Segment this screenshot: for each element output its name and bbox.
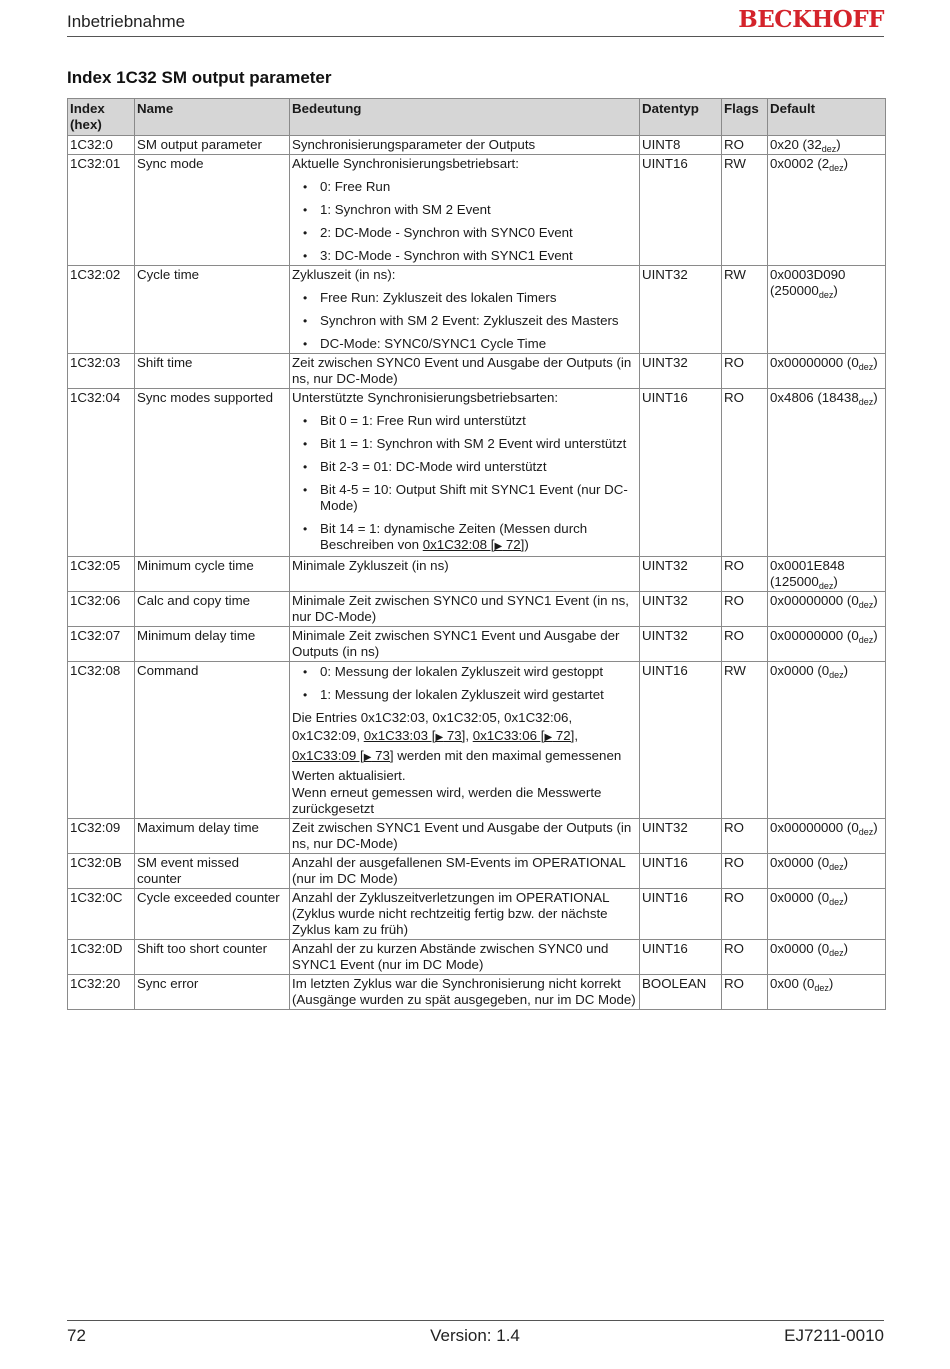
link-page[interactable]: 72] [502,537,525,552]
default-value: 0x20 (32 [770,137,822,152]
cell-name: Calc and copy time [135,592,290,627]
cell-name: Sync error [135,975,290,1010]
cell-default [768,975,886,1010]
cell-default [768,889,886,940]
cell-name: Shift time [135,354,290,389]
cell-default [768,940,886,975]
link-text[interactable]: 0x1C33:06 [ [472,728,545,743]
list-item: • Bit 1 = 1: Synchron with SM 2 Event wird unterstützt [320,436,637,452]
table-row [68,854,886,889]
meaning-text: Zykluszeit (in ns): [292,267,396,282]
cell-meaning: Zeit zwischen SYNC0 Event und Ausgabe der Outputs (in ns, nur DC-Mode) [290,354,640,389]
default-subscript: dez [814,983,829,993]
table-row [68,889,886,940]
table-row [68,266,886,354]
cell-default [768,557,886,592]
note-text: Wenn erneut gemessen wird, werden die Messwerte zurückgesetzt [292,785,602,816]
cell-datatype: UINT32 [640,592,722,627]
cell-flags: RO [722,819,768,854]
default-value: 0x0000 (0 [770,941,830,956]
cell-datatype: UINT16 [640,854,722,889]
list-item: • DC-Mode: SYNC0/SYNC1 Cycle Time [320,336,637,352]
default-value: 0x0003D090 (250000 [770,267,846,298]
cell-datatype: UINT32 [640,557,722,592]
list-item: • 1: Messung der lokalen Zykluszeit wird gestartet [320,687,637,703]
table-row [68,557,886,592]
page-arrow-icon: ▶ [544,732,553,743]
default-tail: ) [873,355,878,370]
list-item: • 0: Free Run [320,179,637,195]
cell-index: 1C32:0 [68,136,135,155]
default-subscript: dez [858,600,874,610]
default-subscript: dez [858,397,874,407]
default-tail: ) [873,628,878,643]
cell-meaning: Anzahl der zu kurzen Abstände zwischen SYNC0 und SYNC1 Event (nur im DC Mode) [290,940,640,975]
cell-default [768,266,886,354]
default-subscript: dez [818,290,834,300]
cell-index: 1C32:0B [68,854,135,889]
list-item: • 1: Synchron with SM 2 Event [320,202,637,218]
default-subscript: dez [829,670,844,680]
cell-datatype: UINT16 [640,940,722,975]
cell-default [768,627,886,662]
page-arrow-icon: ▶ [435,732,444,743]
column-header-datatype: Datentyp [640,99,722,136]
cell-default [768,662,886,819]
cell-flags: RO [722,889,768,940]
column-header-meaning: Bedeutung [290,99,640,136]
default-subscript: dez [818,581,834,591]
cross-reference-link[interactable] [423,537,525,552]
default-value: 0x00000000 (0 [770,355,859,370]
bullet-list [292,179,637,264]
default-tail: ) [873,593,878,608]
meaning-text: Unterstützte Synchronisierungsbetriebsarten: [292,390,559,405]
object-table [67,98,886,1010]
default-tail: ) [873,390,878,405]
table-row [68,592,886,627]
default-value: 0x00000000 (0 [770,628,859,643]
cell-name: Cycle time [135,266,290,354]
cell-name: Minimum delay time [135,627,290,662]
entries-paragraph [292,709,637,785]
list-item: • 2: DC-Mode - Synchron with SYNC0 Event [320,225,637,241]
default-subscript: dez [858,362,874,372]
link-text[interactable]: 0x1C33:03 [ [363,728,436,743]
default-value: 0x0000 (0 [770,855,830,870]
cell-meaning: Minimale Zeit zwischen SYNC1 Event und Ausgabe der Outputs (in ns) [290,627,640,662]
cell-meaning: Im letzten Zyklus war die Synchronisierung nicht korrekt (Ausgänge wurden zu spät ausgegeben, nur im DC Mode) [290,975,640,1010]
cross-reference-link[interactable] [292,748,394,763]
cell-index: 1C32:09 [68,819,135,854]
cell-index: 1C32:0C [68,889,135,940]
default-tail: ) [843,941,849,956]
table-row [68,354,886,389]
cell-datatype: BOOLEAN [640,975,722,1010]
cell-datatype: UINT8 [640,136,722,155]
cell-meaning: Anzahl der Zykluszeitverletzungen im OPERATIONAL (Zyklus wurde nicht rechtzeitig fertig bzw. der nächste Zyklus kam zu früh) [290,889,640,940]
cell-meaning [290,266,640,354]
bullet-list [292,413,637,555]
cell-flags: RW [722,662,768,819]
cell-meaning: Synchronisierungsparameter der Outputs [290,136,640,155]
column-header-default: Default [768,99,886,136]
cell-name: Maximum delay time [135,819,290,854]
cell-index: 1C32:03 [68,354,135,389]
document-id: EJ7211-0010 [784,1326,884,1345]
cell-meaning: Minimale Zykluszeit (in ns) [290,557,640,592]
separator: , [574,728,579,743]
table-row [68,389,886,557]
default-value: 0x0000 (0 [770,890,830,905]
cross-reference-link[interactable] [473,728,575,743]
cell-datatype: UINT32 [640,354,722,389]
beckhoff-logo: BECKHOFF [738,6,884,33]
cell-index: 1C32:02 [68,266,135,354]
cell-datatype: UINT32 [640,819,722,854]
bullet-list [292,664,637,703]
cell-datatype: UINT16 [640,389,722,557]
default-subscript: dez [829,897,844,907]
default-value: 0x00000000 (0 [770,593,859,608]
link-page[interactable]: 73] [371,748,394,763]
cell-flags: RO [722,389,768,557]
link-text[interactable]: 0x1C33:09 [ [292,748,364,763]
default-value: 0x0000 (0 [770,663,830,678]
cell-flags: RO [722,557,768,592]
cell-index: 1C32:08 [68,662,135,819]
default-value: 0x0001E848 (125000 [770,558,845,589]
cell-default [768,819,886,854]
list-item-text: Bit 14 = 1: dynamische Zeiten (Messen durch Beschreiben von [320,521,588,552]
list-item: • Synchron with SM 2 Event: Zykluszeit des Masters [320,313,637,329]
list-item: • Bit 0 = 1: Free Run wird unterstützt [320,413,637,429]
default-value: 0x4806 (18438 [770,390,859,405]
cell-datatype: UINT32 [640,266,722,354]
table-row [68,662,886,819]
list-item: • Bit 4-5 = 10: Output Shift mit SYNC1 Event (nur DC-Mode) [320,482,637,514]
column-header-flags: Flags [722,99,768,136]
cell-default [768,354,886,389]
cell-meaning: Zeit zwischen SYNC1 Event und Ausgabe der Outputs (in ns, nur DC-Mode) [290,819,640,854]
default-tail: ) [836,137,841,152]
cell-flags: RO [722,940,768,975]
default-tail: ) [828,976,834,991]
cell-datatype: UINT16 [640,889,722,940]
cell-meaning [290,389,640,557]
cell-name: SM event missed counter [135,854,290,889]
column-header-name: Name [135,99,290,136]
cell-name: SM output parameter [135,136,290,155]
cell-index: 1C32:05 [68,557,135,592]
cell-index: 1C32:04 [68,389,135,557]
page-arrow-icon: ▶ [494,541,503,552]
link-text[interactable]: 0x1C32:08 [ [422,537,495,552]
cell-meaning [290,662,640,819]
cell-name: Sync mode [135,155,290,266]
cell-flags: RO [722,592,768,627]
default-subscript: dez [829,948,844,958]
table-row [68,136,886,155]
cell-default [768,854,886,889]
default-tail: ) [833,283,838,298]
cell-index: 1C32:0D [68,940,135,975]
table-row [68,155,886,266]
header-divider [67,36,884,37]
cell-name: Cycle exceeded counter [135,889,290,940]
cell-default [768,136,886,155]
cell-datatype: UINT16 [640,662,722,819]
cell-name: Minimum cycle time [135,557,290,592]
cell-index: 1C32:06 [68,592,135,627]
list-item: • Free Run: Zykluszeit des lokalen Timers [320,290,637,306]
default-tail: ) [843,156,849,171]
cell-datatype: UINT32 [640,627,722,662]
footer-divider [67,1320,884,1321]
default-value: 0x0002 (2 [770,156,830,171]
cell-meaning: Minimale Zeit zwischen SYNC0 und SYNC1 Event (in ns, nur DC-Mode) [290,592,640,627]
default-subscript: dez [829,163,844,173]
bullet-list [292,290,637,352]
table-row [68,627,886,662]
cell-index: 1C32:01 [68,155,135,266]
default-subscript: dez [829,862,844,872]
list-item: • 3: DC-Mode - Synchron with SYNC1 Event [320,248,637,264]
list-item-tail: ) [524,537,529,552]
default-tail: ) [873,820,878,835]
cell-flags: RO [722,136,768,155]
section-heading: Index 1C32 SM output parameter [67,68,332,87]
link-page[interactable]: 72] [552,728,575,743]
cell-default [768,592,886,627]
default-subscript: dez [821,144,837,154]
cell-meaning: Anzahl der ausgefallenen SM-Events im OPERATIONAL (nur im DC Mode) [290,854,640,889]
cell-index: 1C32:20 [68,975,135,1010]
default-subscript: dez [858,635,874,645]
column-header-index: Index (hex) [68,99,135,136]
cell-meaning [290,155,640,266]
cell-flags: RO [722,854,768,889]
cell-default [768,155,886,266]
cell-flags: RO [722,627,768,662]
page-arrow-icon: ▶ [363,752,372,763]
default-tail: ) [833,574,838,589]
cell-default [768,389,886,557]
separator: , [465,728,473,743]
cell-name: Shift too short counter [135,940,290,975]
page-header-title: Inbetriebnahme [67,12,186,31]
cell-flags: RW [722,155,768,266]
list-item: • Bit 2-3 = 01: DC-Mode wird unterstützt [320,459,637,475]
table-row [68,940,886,975]
entries-text: Die Entries 0x1C32:03, 0x1C32:05, 0x1C32:06, 0x1C32:09, [292,710,573,743]
default-subscript: dez [858,827,874,837]
cell-flags: RW [722,266,768,354]
table-row [68,819,886,854]
meaning-text: Aktuelle Synchronisierungsbetriebsart: [292,156,519,171]
default-tail: ) [843,663,849,678]
list-item: • 0: Messung der lokalen Zykluszeit wird gestoppt [320,664,637,680]
cell-flags: RO [722,975,768,1010]
cross-reference-link[interactable] [364,728,466,743]
link-page[interactable]: 73] [443,728,466,743]
page-number: 72 [67,1326,86,1345]
list-item [320,521,637,555]
default-value: 0x00000000 (0 [770,820,859,835]
default-value: 0x00 (0 [770,976,815,991]
table-row [68,975,886,1010]
entries-tail: werden mit den maximal gemessenen Werten aktualisiert. [292,748,622,783]
cell-datatype: UINT16 [640,155,722,266]
table-header-row [68,99,886,136]
cell-flags: RO [722,354,768,389]
cell-name: Command [135,662,290,819]
version-label: Version: 1.4 [430,1326,520,1345]
default-tail: ) [843,890,849,905]
default-tail: ) [843,855,849,870]
cell-index: 1C32:07 [68,627,135,662]
cell-name: Sync modes supported [135,389,290,557]
